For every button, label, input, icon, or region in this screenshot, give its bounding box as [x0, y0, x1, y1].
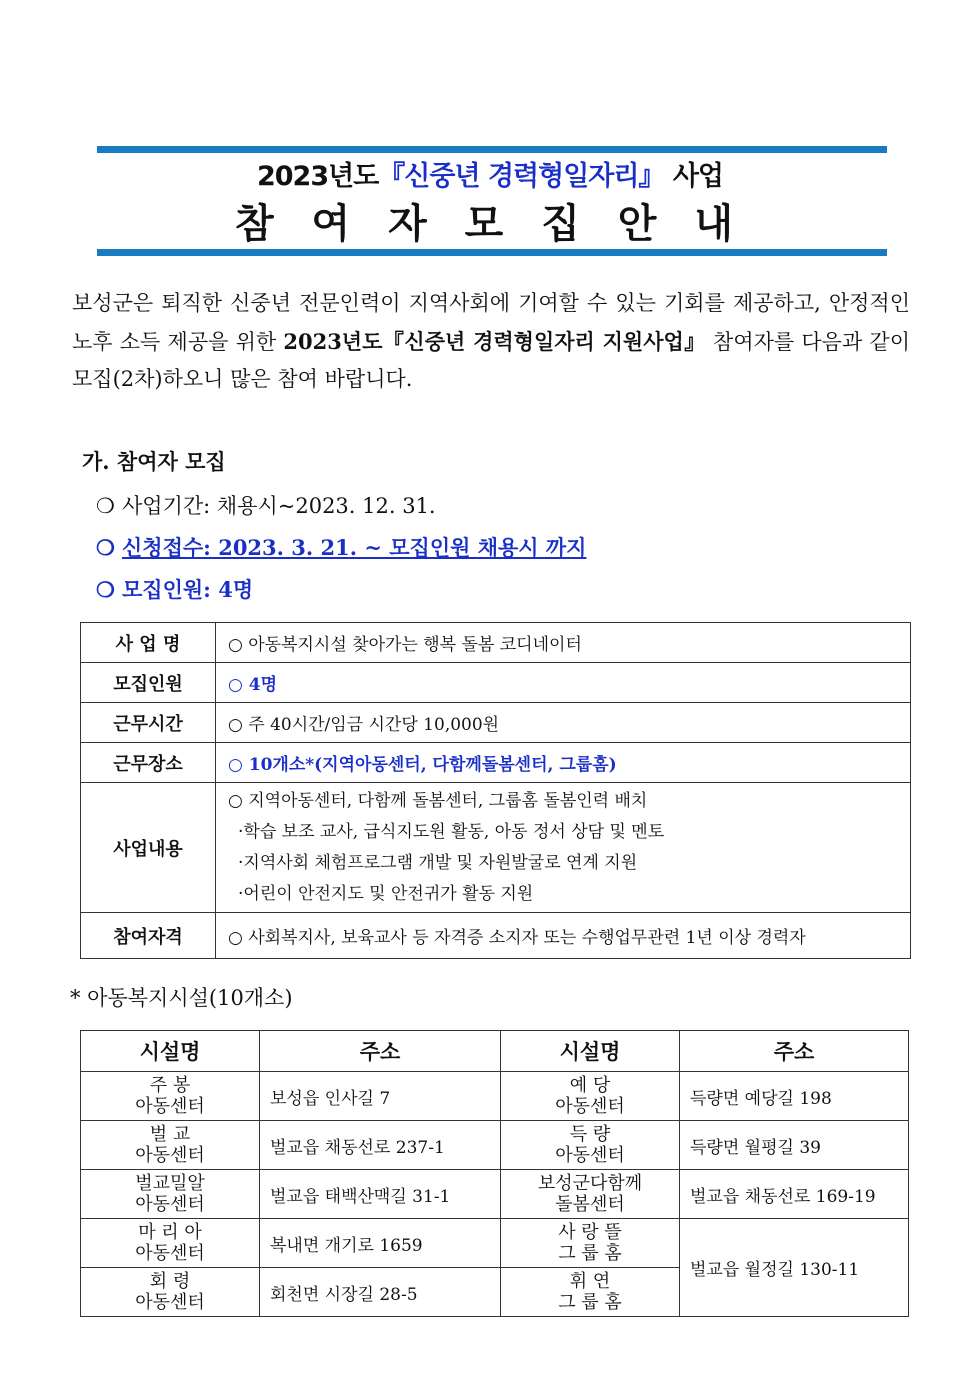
info-table: [80, 622, 911, 959]
facility-name-line: 그 룹 홈: [558, 1243, 622, 1264]
facility-address: 득량면 월평길 39: [680, 1121, 909, 1170]
facility-name-line: 아동센터: [555, 1145, 625, 1166]
table-row: [81, 1219, 909, 1268]
info-value: ○ 10개소*(지역아동센터, 다함께돌봄센터, 그룹홈): [216, 743, 911, 783]
content-line: ○ 지역아동센터, 다함께 돌봄센터, 그룹홈 돌봄인력 배치: [228, 790, 648, 811]
intro-paragraph: [72, 285, 910, 399]
facility-name-line: 주 봉: [149, 1075, 191, 1096]
column-header: 주소: [680, 1031, 909, 1072]
application-text: 신청접수: 2023. 3. 21. ~ 모집인원 채용시 까지: [122, 535, 587, 560]
title-top-rule: [97, 146, 887, 153]
document-title: [0, 154, 980, 193]
facility-name-line: 아동센터: [135, 1194, 205, 1215]
table-row: [81, 783, 911, 913]
recruit-text: 모집인원: 4명: [122, 577, 254, 602]
content-line: ·지역사회 체험프로그램 개발 및 자원발굴로 연계 지원: [238, 852, 638, 873]
facility-name-line: 아동센터: [135, 1096, 205, 1117]
bullet-recruit: [96, 574, 253, 604]
facility-name-line: 회 령: [149, 1271, 191, 1292]
facility-name: [501, 1219, 680, 1268]
bullet-period: [96, 490, 436, 520]
info-key: 근무장소: [81, 743, 216, 783]
title-year: 2023년도: [256, 161, 379, 192]
info-key: 사 업 명: [81, 623, 216, 663]
table-row: [81, 1072, 909, 1121]
intro-text-1: 보성군은 퇴직한 신중년 전문인력이 지역사회에 기여할 수 있는 기회를 제공하고, 안정적인 노후 소득 제공을 위한: [72, 291, 910, 354]
bullet-circle-icon: ❍: [96, 535, 115, 560]
title-bottom-rule: [97, 249, 887, 256]
info-key: 모집인원: [81, 663, 216, 703]
facility-name-line: 벌교밀알: [135, 1173, 205, 1194]
table-row: [81, 1121, 909, 1170]
table-header-row: [81, 1031, 909, 1072]
facility-name-line: 벌 교: [149, 1124, 191, 1145]
facility-name-line: 득 량: [569, 1124, 611, 1145]
facility-address: 벌교읍 채동선로 237-1: [260, 1121, 501, 1170]
table-row: [81, 623, 911, 663]
facility-address: 벌교읍 태백산맥길 31-1: [260, 1170, 501, 1219]
facility-name-line: 마 리 아: [138, 1222, 202, 1243]
facilities-table: [80, 1030, 909, 1317]
info-value: ○ 아동복지시설 찾아가는 행복 돌봄 코디네이터: [216, 623, 911, 663]
facility-name-line: 아동센터: [135, 1292, 205, 1313]
facility-address: 회천면 시장길 28-5: [260, 1268, 501, 1317]
facility-name: [81, 1268, 260, 1317]
facility-address: 벌교읍 채동선로 169-19: [680, 1170, 909, 1219]
facility-name-line: 보성군다함께: [537, 1173, 643, 1194]
info-key: 참여자격: [81, 913, 216, 959]
facility-address: 보성읍 인사길 7: [260, 1072, 501, 1121]
facility-address: 복내면 개기로 1659: [260, 1219, 501, 1268]
info-value: ○ 사회복지사, 보육교사 등 자격증 소지자 또는 수행업무관련 1년 이상 경력자: [216, 913, 911, 959]
facility-name-line: 아동센터: [555, 1096, 625, 1117]
table-row: [81, 1170, 909, 1219]
info-key: 사업내용: [81, 783, 216, 913]
facility-name-line: 아동센터: [135, 1145, 205, 1166]
table-row: [81, 703, 911, 743]
facility-address: 벌교읍 월정길 130-11: [680, 1219, 909, 1317]
intro-bold-text: 2023년도『신중년 경력형일자리 지원사업』: [283, 328, 706, 354]
title-program-name: 『신중년 경력형일자리』: [378, 161, 665, 192]
bullet-circle-icon: ❍: [96, 494, 115, 518]
intro-text-2: 참여자를 다음과 같이 모집(2차)하오니 많은 참여 바랍니다.: [72, 329, 910, 391]
title-suffix: 사업: [672, 161, 724, 192]
section-heading: 가. 참여자 모집: [82, 449, 226, 474]
bullet-application: [96, 532, 586, 562]
facility-name: [501, 1170, 680, 1219]
document-subtitle: 참 여 자 모 집 안 내: [234, 201, 746, 247]
facility-name-line: 휘 연: [569, 1271, 611, 1292]
info-value: ○ 주 40시간/임금 시간당 10,000원: [216, 703, 911, 743]
facility-name-line: 돌봄센터: [555, 1194, 625, 1215]
facility-name: [81, 1219, 260, 1268]
facilities-note: * 아동복지시설(10개소): [70, 986, 293, 1010]
facility-name-line: 사 랑 뜰: [558, 1222, 622, 1243]
facility-name: [501, 1072, 680, 1121]
facility-name-line: 그 룹 홈: [558, 1292, 622, 1313]
table-row: [81, 663, 911, 703]
table-row: [81, 743, 911, 783]
facility-name: [81, 1121, 260, 1170]
facility-name: [501, 1268, 680, 1317]
facility-name: [81, 1072, 260, 1121]
content-line: ·학습 보조 교사, 급식지도원 활동, 아동 정서 상담 및 멘토: [238, 821, 665, 842]
info-value: ○ 4명: [216, 663, 911, 703]
facility-name-line: 예 당: [569, 1075, 611, 1096]
column-header: 주소: [260, 1031, 501, 1072]
facility-name: [81, 1170, 260, 1219]
facility-name: [501, 1121, 680, 1170]
facility-address: 득량면 예당길 198: [680, 1072, 909, 1121]
facility-name-line: 아동센터: [135, 1243, 205, 1264]
info-value: [216, 783, 911, 913]
bullet-circle-icon: ❍: [96, 577, 115, 602]
column-header: 시설명: [501, 1031, 680, 1072]
period-text: 사업기간: 채용시~2023. 12. 31.: [122, 494, 436, 518]
table-row: [81, 913, 911, 959]
content-line: ·어린이 안전지도 및 안전귀가 활동 지원: [238, 883, 534, 904]
column-header: 시설명: [81, 1031, 260, 1072]
info-key: 근무시간: [81, 703, 216, 743]
